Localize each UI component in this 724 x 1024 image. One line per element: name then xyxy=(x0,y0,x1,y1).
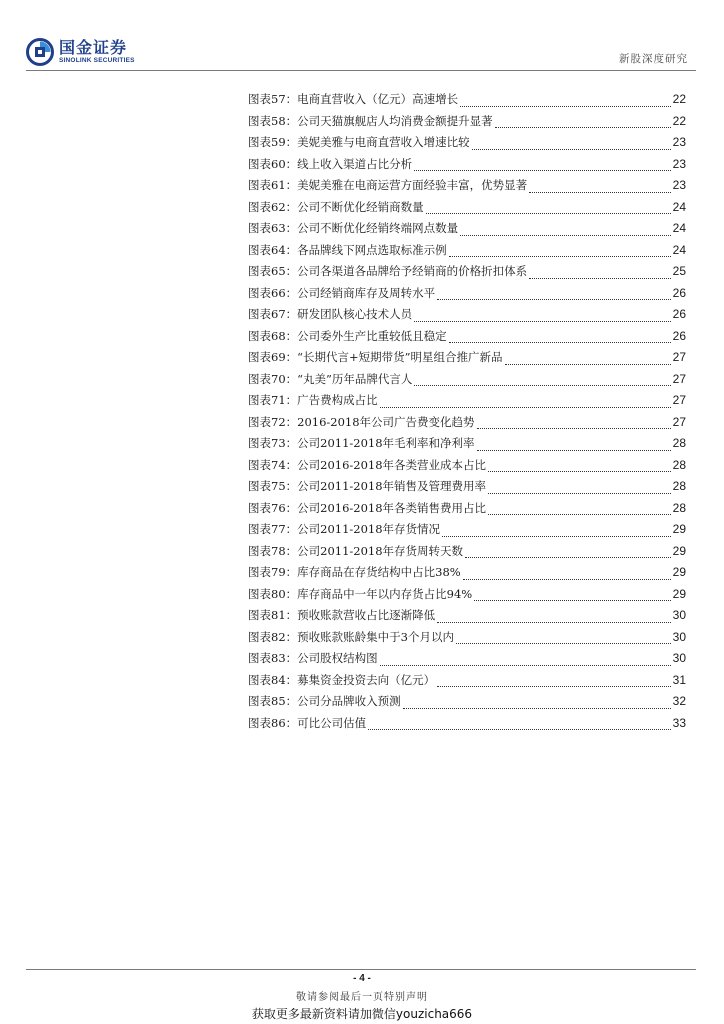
toc-entry[interactable] xyxy=(248,562,686,584)
toc-dot-leader xyxy=(437,685,671,687)
toc-entry-label: 图表58：公司天猫旗舰店人均消费金额提升显著 xyxy=(248,113,493,128)
toc-dot-leader xyxy=(529,191,671,193)
disclaimer: 敬请参阅最后一页特别声明 xyxy=(296,992,428,1003)
toc-entry[interactable] xyxy=(248,283,686,305)
toc-dot-leader xyxy=(488,513,671,515)
toc-dot-leader xyxy=(477,427,671,429)
toc-entry-page: 30 xyxy=(672,608,686,622)
toc-entry-page: 23 xyxy=(672,178,686,192)
toc-entry[interactable] xyxy=(248,670,686,692)
page-header xyxy=(0,0,724,72)
toc-entry-page: 22 xyxy=(672,92,686,106)
toc-entry-label: 图表64：各品牌线下网点选取标准示例 xyxy=(248,242,447,257)
toc-entry-page: 28 xyxy=(672,500,686,515)
toc-entry-page: 29 xyxy=(672,565,686,579)
toc-entry-page: 22 xyxy=(672,113,686,128)
toc-entry-label: 图表63：公司不断优化经销终端网点数量 xyxy=(248,221,459,235)
toc-entry-page: 33 xyxy=(672,715,686,730)
toc-entry-page: 30 xyxy=(672,629,686,644)
toc-entry[interactable] xyxy=(248,691,686,713)
footer-divider xyxy=(26,969,696,970)
toc-entry[interactable] xyxy=(248,476,686,498)
toc-entry-label: 图表78：公司2011-2018年存货周转天数 xyxy=(248,543,464,558)
toc-dot-leader xyxy=(456,642,671,644)
toc-dot-leader xyxy=(449,341,671,343)
toc-dot-leader xyxy=(477,449,671,451)
toc-entry[interactable] xyxy=(248,111,686,133)
toc-entry[interactable] xyxy=(248,261,686,283)
toc-entry-page: 32 xyxy=(672,694,686,708)
toc-entry[interactable] xyxy=(248,648,686,670)
toc-dot-leader xyxy=(474,599,670,601)
toc-dot-leader xyxy=(460,105,671,107)
toc-dot-leader xyxy=(426,212,671,214)
toc-entry[interactable] xyxy=(248,433,686,455)
toc-entry-page: 26 xyxy=(672,285,686,300)
toc-dot-leader xyxy=(460,234,671,236)
toc-entry-page: 27 xyxy=(672,393,686,407)
toc-entry-label: 图表73：公司2011-2018年毛利率和净利率 xyxy=(248,436,475,450)
toc-dot-leader xyxy=(488,492,671,494)
toc-entry[interactable] xyxy=(248,132,686,154)
toc-entry-page: 24 xyxy=(672,221,686,235)
toc-entry[interactable] xyxy=(248,584,686,606)
toc-entry-page: 24 xyxy=(672,199,686,214)
toc-entry-page: 27 xyxy=(672,350,686,364)
logo-english-name: SINOLINK SECURITIES xyxy=(59,57,135,64)
toc-entry-label: 图表72：2016-2018年公司广告费变化趋势 xyxy=(248,414,475,429)
toc-entry[interactable] xyxy=(248,218,686,240)
toc-dot-leader xyxy=(414,169,671,171)
toc-entry-label: 图表84：募集资金投资去向（亿元） xyxy=(248,672,436,687)
toc-entry[interactable] xyxy=(248,240,686,262)
toc-dot-leader xyxy=(368,728,671,730)
toc-entry-label: 图表85：公司分品牌收入预测 xyxy=(248,694,401,708)
toc-entry-label: 图表79：库存商品在存货结构中占比38% xyxy=(248,565,461,579)
toc-entry[interactable] xyxy=(248,197,686,219)
toc-entry[interactable] xyxy=(248,304,686,326)
table-of-figures xyxy=(248,89,686,734)
logo-chinese-name: 国金证券 xyxy=(59,38,128,57)
toc-entry-page: 27 xyxy=(672,371,686,386)
toc-entry-page: 24 xyxy=(672,242,686,257)
toc-entry-label: 图表70：“丸美”历年品牌代言人 xyxy=(248,371,413,386)
toc-entry[interactable] xyxy=(248,89,686,111)
toc-entry-label: 图表76：公司2016-2018年各类销售费用占比 xyxy=(248,500,487,515)
toc-entry[interactable] xyxy=(248,326,686,348)
toc-entry-label: 图表81：预收账款营收占比逐渐降低 xyxy=(248,608,436,622)
toc-dot-leader xyxy=(505,363,671,365)
toc-entry[interactable] xyxy=(248,390,686,412)
toc-entry-label: 图表69：“长期代言+短期带货”明星组合推广新品 xyxy=(248,350,503,364)
page-number: - 4 - xyxy=(353,973,371,984)
toc-entry-page: 30 xyxy=(672,651,686,665)
toc-entry-label: 图表75：公司2011-2018年销售及管理费用率 xyxy=(248,479,487,493)
toc-dot-leader xyxy=(403,707,671,709)
toc-entry-page: 26 xyxy=(672,328,686,343)
toc-entry-page: 29 xyxy=(672,543,686,558)
toc-entry-label: 图表83：公司股权结构图 xyxy=(248,651,378,665)
toc-entry-page: 25 xyxy=(672,264,686,278)
toc-entry[interactable] xyxy=(248,519,686,541)
toc-dot-leader xyxy=(463,578,671,580)
toc-entry-page: 28 xyxy=(672,457,686,472)
toc-entry[interactable] xyxy=(248,175,686,197)
toc-entry[interactable] xyxy=(248,541,686,563)
toc-entry-page: 31 xyxy=(672,672,686,687)
sinolink-logo xyxy=(26,38,135,66)
toc-entry-label: 图表68：公司委外生产比重较低且稳定 xyxy=(248,328,447,343)
toc-entry-label: 图表65：公司各渠道各品牌给予经销商的价格折扣体系 xyxy=(248,264,528,278)
toc-entry-label: 图表62：公司不断优化经销商数量 xyxy=(248,199,424,214)
toc-entry[interactable] xyxy=(248,369,686,391)
toc-entry-page: 28 xyxy=(672,436,686,450)
watermark-text: 获取更多最新资料请加微信youzicha666 xyxy=(251,1007,473,1021)
toc-entry-label: 图表67：研发团队核心技术人员 xyxy=(248,307,413,321)
toc-dot-leader xyxy=(437,298,671,300)
toc-entry-page: 26 xyxy=(672,307,686,321)
toc-dot-leader xyxy=(380,406,671,408)
toc-dot-leader xyxy=(414,384,670,386)
toc-dot-leader xyxy=(437,621,671,623)
toc-entry-label: 图表59：美妮美雅与电商直营收入增速比较 xyxy=(248,135,470,149)
toc-entry[interactable] xyxy=(248,154,686,176)
toc-entry-label: 图表60：线上收入渠道占比分析 xyxy=(248,156,413,171)
toc-dot-leader xyxy=(488,470,671,472)
toc-entry-label: 图表82：预收账款账龄集中于3个月以内 xyxy=(248,629,454,644)
toc-entry-label: 图表74：公司2016-2018年各类营业成本占比 xyxy=(248,457,487,472)
toc-dot-leader xyxy=(449,255,671,257)
toc-entry[interactable] xyxy=(248,412,686,434)
sinolink-logo-icon xyxy=(26,38,54,66)
toc-entry-page: 29 xyxy=(672,586,686,601)
toc-dot-leader xyxy=(529,277,671,279)
toc-entry[interactable] xyxy=(248,713,686,735)
toc-dot-leader xyxy=(495,126,671,128)
toc-entry-label: 图表57：电商直营收入（亿元）高速增长 xyxy=(248,92,459,106)
toc-entry[interactable] xyxy=(248,347,686,369)
report-type: 新股深度研究 xyxy=(619,53,688,65)
toc-entry-label: 图表86：可比公司估值 xyxy=(248,715,367,730)
toc-entry-page: 28 xyxy=(672,479,686,493)
toc-entry[interactable] xyxy=(248,455,686,477)
toc-entry-page: 27 xyxy=(672,414,686,429)
toc-dot-leader xyxy=(472,148,671,150)
toc-entry[interactable] xyxy=(248,498,686,520)
toc-entry[interactable] xyxy=(248,627,686,649)
toc-entry-page: 29 xyxy=(672,522,686,536)
toc-entry-page: 23 xyxy=(672,156,686,171)
toc-entry-label: 图表80：库存商品中一年以内存货占比94% xyxy=(248,586,473,601)
toc-entry[interactable] xyxy=(248,605,686,627)
toc-entry-label: 图表61：美妮美雅在电商运营方面经验丰富，优势显著 xyxy=(248,178,528,192)
toc-dot-leader xyxy=(414,320,671,322)
toc-dot-leader xyxy=(465,556,671,558)
toc-entry-label: 图表66：公司经销商库存及周转水平 xyxy=(248,285,436,300)
toc-dot-leader xyxy=(380,664,671,666)
toc-entry-label: 图表77：公司2011-2018年存货情况 xyxy=(248,522,441,536)
toc-entry-label: 图表71：广告费构成占比 xyxy=(248,393,378,407)
header-divider xyxy=(26,70,696,71)
toc-entry-page: 23 xyxy=(672,135,686,149)
toc-dot-leader xyxy=(442,535,671,537)
